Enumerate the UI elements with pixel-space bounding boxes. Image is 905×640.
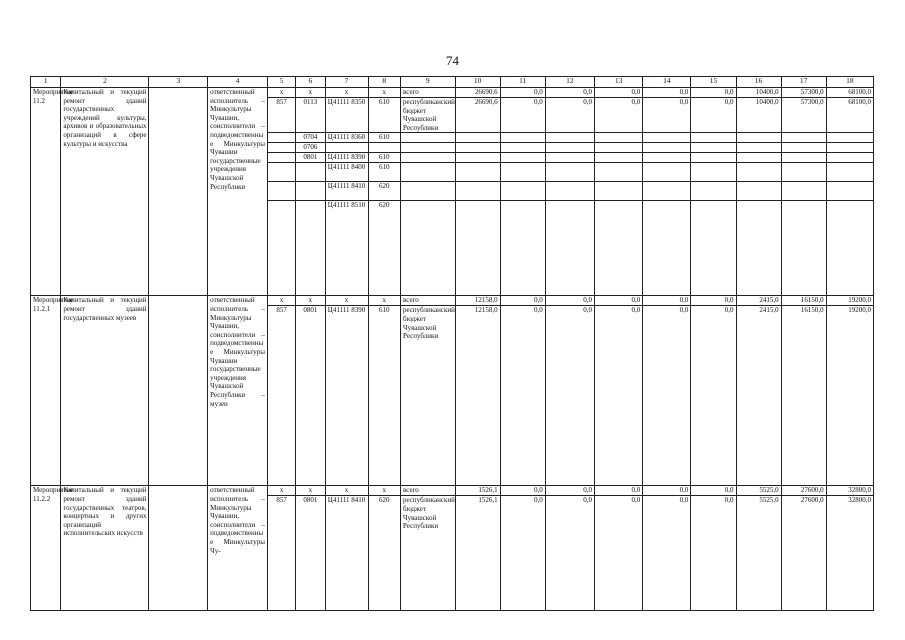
value-cell-col12: 0,0 bbox=[545, 98, 594, 133]
target-article-cell: Ц41111 8390 bbox=[325, 153, 368, 163]
section-cell: 0801 bbox=[296, 306, 325, 486]
section-cell bbox=[296, 182, 325, 201]
expense-type-cell: 610 bbox=[368, 163, 401, 182]
expense-type-cell: 620 bbox=[368, 182, 401, 201]
value-cell-col12 bbox=[545, 163, 594, 182]
activity-name-cell: Мероприятие 11.2 bbox=[31, 88, 61, 296]
grbs-cell: 857 bbox=[267, 98, 295, 133]
column-header-6: 6 bbox=[296, 77, 325, 88]
source-cell bbox=[401, 143, 456, 153]
source-cell bbox=[401, 133, 456, 143]
grbs-cell: x bbox=[267, 88, 295, 98]
value-cell-col17 bbox=[781, 143, 826, 153]
value-cell-col12 bbox=[545, 143, 594, 153]
value-cell-col13 bbox=[594, 182, 642, 201]
source-cell bbox=[401, 182, 456, 201]
column-header-5: 5 bbox=[267, 77, 295, 88]
source-cell: всего bbox=[401, 486, 456, 496]
value-cell-col10 bbox=[455, 153, 500, 163]
target-article-cell: Ц41111 8400 bbox=[325, 163, 368, 182]
value-cell-col12 bbox=[545, 133, 594, 143]
value-cell-col12 bbox=[545, 153, 594, 163]
value-cell-col13: 0,0 bbox=[594, 496, 642, 611]
value-cell-col13: 0,0 bbox=[594, 296, 642, 306]
expense-type-cell: 620 bbox=[368, 201, 401, 296]
expense-type-cell: 610 bbox=[368, 306, 401, 486]
executor-cell: ответственный исполнитель – Минкультуры Чувашии, соисполнители – подведомственные Минкультуры Чувашии государственные учреждения Чувашской Республики bbox=[208, 88, 268, 296]
expense-type-cell: x bbox=[368, 486, 401, 496]
column-header-1: 1 bbox=[31, 77, 61, 88]
target-article-cell: Ц41111 8410 bbox=[325, 496, 368, 611]
value-cell-col17: 57300,0 bbox=[781, 88, 826, 98]
value-cell-col17: 27600,0 bbox=[781, 486, 826, 496]
grbs-cell bbox=[267, 153, 295, 163]
section-cell bbox=[296, 163, 325, 182]
column-header-14: 14 bbox=[643, 77, 691, 88]
column-header-11: 11 bbox=[500, 77, 545, 88]
activity-name-cell: Мероприятие 11.2.1 bbox=[31, 296, 61, 486]
value-cell-col10 bbox=[455, 133, 500, 143]
value-cell-col14 bbox=[643, 133, 691, 143]
value-cell-col12: 0,0 bbox=[545, 88, 594, 98]
section-cell: x bbox=[296, 296, 325, 306]
grbs-cell bbox=[267, 201, 295, 296]
expense-type-cell: 610 bbox=[368, 98, 401, 133]
value-cell-col16 bbox=[736, 133, 781, 143]
value-cell-col12: 0,0 bbox=[545, 496, 594, 611]
value-cell-col18 bbox=[826, 153, 873, 163]
value-cell-col15: 0,0 bbox=[691, 496, 736, 611]
column-header-3: 3 bbox=[149, 77, 208, 88]
value-cell-col13: 0,0 bbox=[594, 88, 642, 98]
value-cell-col10: 12158,0 bbox=[455, 306, 500, 486]
value-cell-col14 bbox=[643, 153, 691, 163]
value-cell-col10: 1526,1 bbox=[455, 496, 500, 611]
section-cell: 0801 bbox=[296, 496, 325, 611]
value-cell-col11 bbox=[500, 143, 545, 153]
column-header-12: 12 bbox=[545, 77, 594, 88]
value-cell-col15 bbox=[691, 163, 736, 182]
value-cell-col18 bbox=[826, 163, 873, 182]
section-cell: 0113 bbox=[296, 98, 325, 133]
column-header-17: 17 bbox=[781, 77, 826, 88]
table-row bbox=[31, 486, 874, 496]
activity-description-cell: Капитальный и текущий ремонт зданий государственных музеев bbox=[61, 296, 149, 486]
value-cell-col16 bbox=[736, 163, 781, 182]
target-article-cell: x bbox=[325, 296, 368, 306]
value-cell-col16: 10400,0 bbox=[736, 88, 781, 98]
grbs-cell bbox=[267, 133, 295, 143]
value-cell-col15: 0,0 bbox=[691, 296, 736, 306]
executor-blank-cell bbox=[149, 486, 208, 611]
section-cell bbox=[296, 201, 325, 296]
value-cell-col18: 19200,0 bbox=[826, 296, 873, 306]
source-cell: всего bbox=[401, 88, 456, 98]
target-article-cell: x bbox=[325, 486, 368, 496]
value-cell-col11 bbox=[500, 163, 545, 182]
value-cell-col14: 0,0 bbox=[643, 88, 691, 98]
budget-table bbox=[30, 76, 874, 611]
expense-type-cell bbox=[368, 143, 401, 153]
value-cell-col14 bbox=[643, 201, 691, 296]
value-cell-col16: 10400,0 bbox=[736, 98, 781, 133]
expense-type-cell: 620 bbox=[368, 496, 401, 611]
value-cell-col14: 0,0 bbox=[643, 98, 691, 133]
value-cell-col12 bbox=[545, 182, 594, 201]
value-cell-col16: 2415,0 bbox=[736, 296, 781, 306]
value-cell-col11 bbox=[500, 182, 545, 201]
executor-cell: ответственный исполнитель – Минкультуры Чувашии, соисполнители – подведомственные Минкультуры Чу- bbox=[208, 486, 268, 611]
column-header-16: 16 bbox=[736, 77, 781, 88]
value-cell-col17 bbox=[781, 153, 826, 163]
value-cell-col15 bbox=[691, 133, 736, 143]
value-cell-col13 bbox=[594, 163, 642, 182]
value-cell-col15 bbox=[691, 143, 736, 153]
value-cell-col11: 0,0 bbox=[500, 486, 545, 496]
activity-description-cell: Капитальный и текущий ремонт зданий государственных учреждений культуры, архивов и образовательных организаций в сфере культуры и искусства bbox=[61, 88, 149, 296]
value-cell-col10 bbox=[455, 201, 500, 296]
activity-description-cell: Капитальный и текущий ремонт зданий государственных театров, концертных и других организаций исполнительских искусств bbox=[61, 486, 149, 611]
value-cell-col16: 2415,0 bbox=[736, 306, 781, 486]
value-cell-col14: 0,0 bbox=[643, 496, 691, 611]
value-cell-col18: 19200,0 bbox=[826, 306, 873, 486]
value-cell-col12: 0,0 bbox=[545, 486, 594, 496]
target-article-cell: Ц41111 8510 bbox=[325, 201, 368, 296]
source-cell bbox=[401, 153, 456, 163]
value-cell-col15 bbox=[691, 182, 736, 201]
value-cell-col10: 1526,1 bbox=[455, 486, 500, 496]
column-header-13: 13 bbox=[594, 77, 642, 88]
value-cell-col14 bbox=[643, 182, 691, 201]
source-cell bbox=[401, 163, 456, 182]
section-cell: x bbox=[296, 486, 325, 496]
value-cell-col11: 0,0 bbox=[500, 296, 545, 306]
value-cell-col11: 0,0 bbox=[500, 98, 545, 133]
activity-name-cell: Мероприятие 11.2.2 bbox=[31, 486, 61, 611]
value-cell-col18: 68100,0 bbox=[826, 88, 873, 98]
value-cell-col15: 0,0 bbox=[691, 306, 736, 486]
executor-blank-cell bbox=[149, 296, 208, 486]
target-article-cell bbox=[325, 143, 368, 153]
value-cell-col16 bbox=[736, 143, 781, 153]
table-row bbox=[31, 88, 874, 98]
value-cell-col14 bbox=[643, 143, 691, 153]
value-cell-col11 bbox=[500, 153, 545, 163]
value-cell-col17 bbox=[781, 201, 826, 296]
value-cell-col17: 16150,0 bbox=[781, 306, 826, 486]
value-cell-col13 bbox=[594, 201, 642, 296]
value-cell-col15: 0,0 bbox=[691, 88, 736, 98]
value-cell-col16: 5525,0 bbox=[736, 496, 781, 611]
grbs-cell: x bbox=[267, 486, 295, 496]
column-header-7: 7 bbox=[325, 77, 368, 88]
value-cell-col17: 16150,0 bbox=[781, 296, 826, 306]
value-cell-col10 bbox=[455, 163, 500, 182]
section-cell: x bbox=[296, 88, 325, 98]
value-cell-col13 bbox=[594, 133, 642, 143]
grbs-cell bbox=[267, 143, 295, 153]
value-cell-col18: 68100,0 bbox=[826, 98, 873, 133]
value-cell-col12: 0,0 bbox=[545, 306, 594, 486]
column-header-18: 18 bbox=[826, 77, 873, 88]
column-header-9: 9 bbox=[401, 77, 456, 88]
table-row bbox=[31, 296, 874, 306]
section-cell: 0801 bbox=[296, 153, 325, 163]
grbs-cell: 857 bbox=[267, 496, 295, 611]
target-article-cell: Ц41111 8390 bbox=[325, 306, 368, 486]
value-cell-col13: 0,0 bbox=[594, 486, 642, 496]
value-cell-col16 bbox=[736, 153, 781, 163]
target-article-cell: x bbox=[325, 88, 368, 98]
value-cell-col11: 0,0 bbox=[500, 496, 545, 611]
value-cell-col18 bbox=[826, 182, 873, 201]
source-cell bbox=[401, 201, 456, 296]
value-cell-col14: 0,0 bbox=[643, 306, 691, 486]
column-header-4: 4 bbox=[208, 77, 268, 88]
value-cell-col10: 26690,6 bbox=[455, 98, 500, 133]
value-cell-col16 bbox=[736, 182, 781, 201]
column-header-2: 2 bbox=[61, 77, 149, 88]
page-number: 74 bbox=[446, 53, 459, 68]
expense-type-cell: 610 bbox=[368, 153, 401, 163]
value-cell-col15 bbox=[691, 153, 736, 163]
value-cell-col11: 0,0 bbox=[500, 306, 545, 486]
source-cell: республиканский бюджет Чувашской Республики bbox=[401, 496, 456, 611]
grbs-cell: 857 bbox=[267, 306, 295, 486]
target-article-cell: Ц41111 8350 bbox=[325, 98, 368, 133]
section-cell: 0706 bbox=[296, 143, 325, 153]
expense-type-cell: x bbox=[368, 88, 401, 98]
value-cell-col10 bbox=[455, 143, 500, 153]
target-article-cell: Ц41111 8360 bbox=[325, 133, 368, 143]
grbs-cell bbox=[267, 182, 295, 201]
header-row bbox=[31, 77, 874, 88]
value-cell-col18 bbox=[826, 143, 873, 153]
value-cell-col17 bbox=[781, 133, 826, 143]
column-header-10: 10 bbox=[455, 77, 500, 88]
source-cell: республиканский бюджет Чувашской Республики bbox=[401, 306, 456, 486]
value-cell-col12: 0,0 bbox=[545, 296, 594, 306]
value-cell-col13: 0,0 bbox=[594, 98, 642, 133]
grbs-cell: x bbox=[267, 296, 295, 306]
value-cell-col17 bbox=[781, 163, 826, 182]
executor-cell: ответственный исполнитель – Минкультуры Чувашии, соисполнители – подведомственные Минкультуры Чувашии государственные учреждения Чувашской Республики – музеи bbox=[208, 296, 268, 486]
value-cell-col18: 32800,0 bbox=[826, 486, 873, 496]
value-cell-col11: 0,0 bbox=[500, 88, 545, 98]
source-cell: республиканский бюджет Чувашской Республики bbox=[401, 98, 456, 133]
section-cell: 0704 bbox=[296, 133, 325, 143]
value-cell-col13: 0,0 bbox=[594, 306, 642, 486]
executor-blank-cell bbox=[149, 88, 208, 296]
source-cell: всего bbox=[401, 296, 456, 306]
value-cell-col14 bbox=[643, 163, 691, 182]
value-cell-col12 bbox=[545, 201, 594, 296]
column-header-8: 8 bbox=[368, 77, 401, 88]
grbs-cell bbox=[267, 163, 295, 182]
value-cell-col15: 0,0 bbox=[691, 98, 736, 133]
target-article-cell: Ц41111 8410 bbox=[325, 182, 368, 201]
value-cell-col18 bbox=[826, 133, 873, 143]
value-cell-col17 bbox=[781, 182, 826, 201]
value-cell-col11 bbox=[500, 133, 545, 143]
expense-type-cell: x bbox=[368, 296, 401, 306]
value-cell-col11 bbox=[500, 201, 545, 296]
expense-type-cell: 610 bbox=[368, 133, 401, 143]
value-cell-col10 bbox=[455, 182, 500, 201]
value-cell-col17: 27600,0 bbox=[781, 496, 826, 611]
value-cell-col18 bbox=[826, 201, 873, 296]
column-header-15: 15 bbox=[691, 77, 736, 88]
value-cell-col13 bbox=[594, 153, 642, 163]
value-cell-col15: 0,0 bbox=[691, 486, 736, 496]
value-cell-col16 bbox=[736, 201, 781, 296]
value-cell-col16: 5525,0 bbox=[736, 486, 781, 496]
value-cell-col18: 32800,0 bbox=[826, 496, 873, 611]
value-cell-col17: 57300,0 bbox=[781, 98, 826, 133]
value-cell-col10: 26690,6 bbox=[455, 88, 500, 98]
value-cell-col10: 12158,0 bbox=[455, 296, 500, 306]
value-cell-col15 bbox=[691, 201, 736, 296]
value-cell-col14: 0,0 bbox=[643, 296, 691, 306]
value-cell-col14: 0,0 bbox=[643, 486, 691, 496]
value-cell-col13 bbox=[594, 143, 642, 153]
